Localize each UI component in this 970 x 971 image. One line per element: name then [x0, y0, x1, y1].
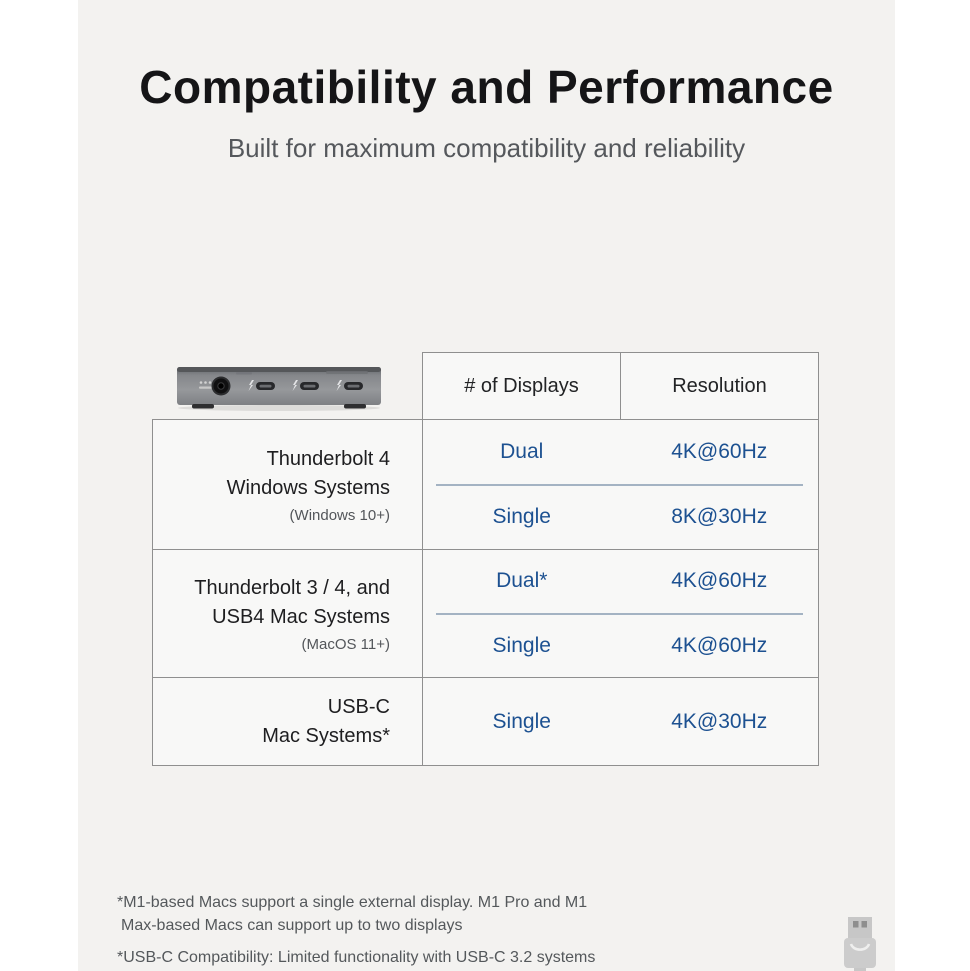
dock-foot-left — [192, 404, 214, 409]
displays-value: Single — [492, 633, 551, 657]
system-label-cell — [153, 420, 423, 549]
table-header-row — [422, 352, 819, 420]
footnote-line: *M1-based Macs support a single external display. M1 Pro and M1 — [117, 894, 588, 911]
displays-value: Dual — [500, 439, 544, 463]
displays-value: Single — [492, 505, 551, 529]
resolution-value: 4K@60Hz — [671, 569, 768, 593]
system-os-note: (MacOS 11+) — [301, 636, 390, 653]
column-header-resolution: Resolution — [672, 375, 767, 397]
table-row — [153, 420, 818, 550]
dock-product-image — [174, 360, 384, 412]
dc-power-jack — [212, 377, 231, 396]
page-background — [78, 0, 895, 971]
footnote-line: *USB-C Compatibility: Limited functionality with USB-C 3.2 systems — [117, 949, 596, 966]
value-subrow — [423, 678, 818, 765]
value-subrow — [423, 420, 818, 484]
page-subtitle: Built for maximum compatibility and reliability — [227, 133, 746, 163]
system-label-cell — [153, 678, 423, 765]
table-row — [153, 550, 818, 678]
column-header-displays: # of Displays — [423, 353, 621, 420]
footnotes — [117, 891, 757, 969]
resolution-value: 8K@30Hz — [671, 505, 768, 529]
page-title: Compatibility and Performance — [139, 61, 834, 113]
dock-brand-mark — [326, 371, 368, 374]
value-subrow — [423, 486, 818, 550]
system-name-line: USB-C — [327, 695, 390, 718]
values-cell — [423, 550, 818, 677]
system-name-line: Thunderbolt 4 — [266, 448, 390, 470]
dock-etch-mark — [236, 372, 252, 375]
system-name-line: Mac Systems* — [262, 724, 390, 747]
value-subrow — [423, 550, 818, 613]
usb-plug-icon — [843, 917, 877, 971]
system-name-line: Thunderbolt 3 / 4, and — [194, 577, 390, 599]
system-os-note: (Windows 10+) — [289, 507, 390, 524]
compatibility-table — [152, 419, 819, 766]
system-label-cell — [153, 550, 423, 677]
footnote-line: Max-based Macs can support up to two displays — [121, 917, 463, 934]
resolution-value: 4K@60Hz — [671, 633, 768, 657]
displays-value: Dual* — [496, 569, 548, 593]
table-row — [153, 678, 818, 765]
values-cell — [423, 420, 818, 549]
resolution-value: 4K@60Hz — [671, 439, 768, 463]
dock-foot-right — [344, 404, 366, 409]
resolution-value: 4K@30Hz — [671, 709, 768, 733]
system-name-line: Windows Systems — [226, 477, 390, 499]
footnote-usbc-compatibility — [117, 946, 757, 969]
displays-value: Single — [492, 709, 551, 733]
footnote-m1-macs — [117, 891, 757, 937]
system-name-line: USB4 Mac Systems — [212, 606, 390, 628]
value-subrow — [423, 615, 818, 678]
values-cell — [423, 678, 818, 765]
